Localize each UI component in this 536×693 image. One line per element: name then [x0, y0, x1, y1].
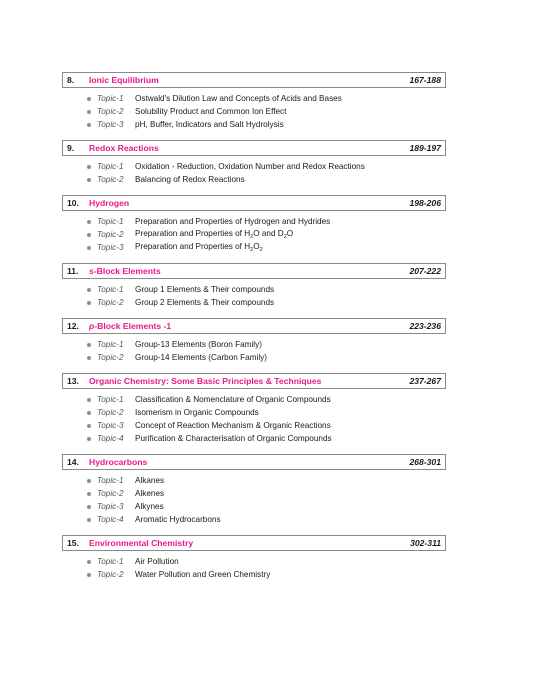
chapter-section — [62, 318, 446, 364]
bullet-icon — [87, 560, 91, 564]
topic-item — [87, 215, 446, 228]
chapter-page-range: 237-267 — [409, 376, 441, 386]
topic-text: Alkynes — [135, 502, 164, 511]
chapter-section — [62, 195, 446, 254]
chapter-number: 9. — [67, 143, 75, 153]
bullet-icon — [87, 492, 91, 496]
topic-label: Topic-1 — [97, 162, 124, 171]
chapter-section — [62, 535, 446, 581]
chapter-header — [62, 72, 446, 88]
topic-label: Topic-2 — [97, 353, 124, 362]
topic-label: Topic-4 — [97, 515, 124, 524]
bullet-icon — [87, 110, 91, 114]
bullet-icon — [87, 356, 91, 360]
chapter-header — [62, 263, 446, 279]
topic-text: Ostwald's Dilution Law and Concepts of Acids and Bases — [135, 94, 342, 103]
chapter-section — [62, 72, 446, 131]
chapter-title: Hydrocarbons — [89, 457, 148, 467]
topic-item — [87, 500, 446, 513]
topic-item — [87, 283, 446, 296]
chapter-number: 11. — [67, 266, 79, 276]
topic-item — [87, 338, 446, 351]
topic-item — [87, 432, 446, 445]
bullet-icon — [87, 398, 91, 402]
topic-label: Topic-4 — [97, 434, 124, 443]
bullet-icon — [87, 479, 91, 483]
chapter-section — [62, 263, 446, 309]
topic-text: Alkenes — [135, 489, 165, 498]
topic-text: Oxidation - Reduction, Oxidation Number and Redox Reactions — [135, 162, 365, 171]
topic-list — [62, 474, 446, 526]
topic-label: Topic-2 — [97, 570, 124, 579]
topic-text: Purification & Characterisation of Organic Compounds — [135, 434, 332, 443]
bullet-icon — [87, 505, 91, 509]
table-of-contents — [62, 72, 446, 590]
chapter-page-range: 207-222 — [409, 266, 441, 276]
chapter-page-range: 167-188 — [409, 75, 441, 85]
topic-item — [87, 406, 446, 419]
chapter-section — [62, 140, 446, 186]
bullet-icon — [87, 178, 91, 182]
bullet-icon — [87, 411, 91, 415]
topic-list — [62, 338, 446, 364]
chapter-title: s-Block Elements — [89, 266, 161, 276]
topic-text: Group 2 Elements & Their compounds — [135, 298, 275, 307]
chapter-number: 8. — [67, 75, 75, 85]
bullet-icon — [87, 165, 91, 169]
chapter-number: 14. — [67, 457, 79, 467]
chapter-header — [62, 140, 446, 156]
topic-list — [62, 283, 446, 309]
topic-item — [87, 228, 446, 241]
topic-text: Group-14 Elements (Carbon Family) — [135, 353, 267, 362]
topic-item — [87, 487, 446, 500]
topic-text: Alkanes — [135, 476, 165, 485]
bullet-icon — [87, 220, 91, 224]
topic-text: Water Pollution and Green Chemistry — [135, 570, 271, 579]
topic-item — [87, 173, 446, 186]
chapter-section — [62, 373, 446, 445]
chapter-title: Hydrogen — [89, 198, 130, 208]
topic-label: Topic-1 — [97, 340, 124, 349]
topic-label: Topic-2 — [97, 408, 124, 417]
topic-label: Topic-2 — [97, 230, 124, 239]
topic-text: Concept of Reaction Mechanism & Organic Reactions — [135, 421, 331, 430]
topic-text: Preparation and Properties of Hydrogen and Hydrides — [135, 217, 331, 226]
topic-list — [62, 92, 446, 131]
bullet-icon — [87, 424, 91, 428]
chapter-page-range: 223-236 — [409, 321, 441, 331]
topic-item — [87, 105, 446, 118]
chapter-header — [62, 373, 446, 389]
bullet-icon — [87, 288, 91, 292]
topic-text: Preparation and Properties of $H_2O$ and $D_2O$ — [135, 229, 294, 240]
bullet-icon — [87, 123, 91, 127]
topic-text: Isomerism in Organic Compounds — [135, 408, 259, 417]
topic-text: Air Pollution — [135, 557, 179, 566]
topic-label: Topic-2 — [97, 107, 124, 116]
bullet-icon — [87, 518, 91, 522]
bullet-icon — [87, 437, 91, 441]
topic-label: Topic-2 — [97, 298, 124, 307]
topic-item — [87, 393, 446, 406]
topic-list — [62, 393, 446, 445]
topic-label: Topic-3 — [97, 120, 124, 129]
chapter-page-range: 302-311 — [410, 538, 441, 548]
topic-item — [87, 555, 446, 568]
topic-text: Aromatic Hydrocarbons — [135, 515, 221, 524]
chapter-title: Organic Chemistry: Some Basic Principles & Techniques — [89, 376, 322, 386]
topic-label: Topic-3 — [97, 421, 124, 430]
chapter-title: Ionic Equilibrium — [89, 75, 159, 85]
topic-item — [87, 160, 446, 173]
topic-label: Topic-1 — [97, 285, 124, 294]
topic-label: Topic-3 — [97, 502, 124, 511]
topic-text: pH, Buffer, Indicators and Salt Hydrolysis — [135, 120, 284, 129]
chapter-title: p-Block Elements -1 — [89, 321, 172, 331]
topic-text: Solubility Product and Common Ion Effect — [135, 107, 287, 116]
chapter-header — [62, 535, 446, 551]
chapter-page-range: 189-197 — [409, 143, 441, 153]
chapter-header — [62, 454, 446, 470]
topic-label: Topic-2 — [97, 489, 124, 498]
topic-item — [87, 568, 446, 581]
chapter-page-range: 198-206 — [409, 198, 441, 208]
chapter-page-range: 268-301 — [409, 457, 441, 467]
topic-item — [87, 118, 446, 131]
topic-label: Topic-1 — [97, 395, 124, 404]
topic-text: Classification & Nomenclature of Organic Compounds — [135, 395, 331, 404]
chapter-title: Environmental Chemistry — [89, 538, 194, 548]
chapter-number: 13. — [67, 376, 79, 386]
topic-label: Topic-1 — [97, 557, 124, 566]
topic-item — [87, 513, 446, 526]
topic-text: Balancing of Redox Reactions — [135, 175, 245, 184]
topic-text: Preparation and Properties of $H_2O_2$ — [135, 242, 263, 253]
chapter-header — [62, 318, 446, 334]
topic-text: Group 1 Elements & Their compounds — [135, 285, 275, 294]
bullet-icon — [87, 343, 91, 347]
topic-label: Topic-2 — [97, 175, 124, 184]
topic-item — [87, 419, 446, 432]
chapter-title: Redox Reactions — [89, 143, 159, 153]
topic-item — [87, 241, 446, 254]
bullet-icon — [87, 97, 91, 101]
chapter-number: 10. — [67, 198, 79, 208]
bullet-icon — [87, 246, 91, 250]
chapter-number: 12. — [67, 321, 79, 331]
topic-item — [87, 474, 446, 487]
topic-label: Topic-3 — [97, 243, 124, 252]
topic-item — [87, 351, 446, 364]
chapter-section — [62, 454, 446, 526]
topic-label: Topic-1 — [97, 217, 124, 226]
bullet-icon — [87, 233, 91, 237]
topic-label: Topic-1 — [97, 476, 124, 485]
chapter-number: 15. — [67, 538, 79, 548]
topic-list — [62, 215, 446, 254]
bullet-icon — [87, 301, 91, 305]
topic-item — [87, 296, 446, 309]
topic-item — [87, 92, 446, 105]
chapter-header — [62, 195, 446, 211]
topic-list — [62, 160, 446, 186]
topic-list — [62, 555, 446, 581]
bullet-icon — [87, 573, 91, 577]
topic-text: Group-13 Elements (Boron Family) — [135, 340, 262, 349]
topic-label: Topic-1 — [97, 94, 124, 103]
